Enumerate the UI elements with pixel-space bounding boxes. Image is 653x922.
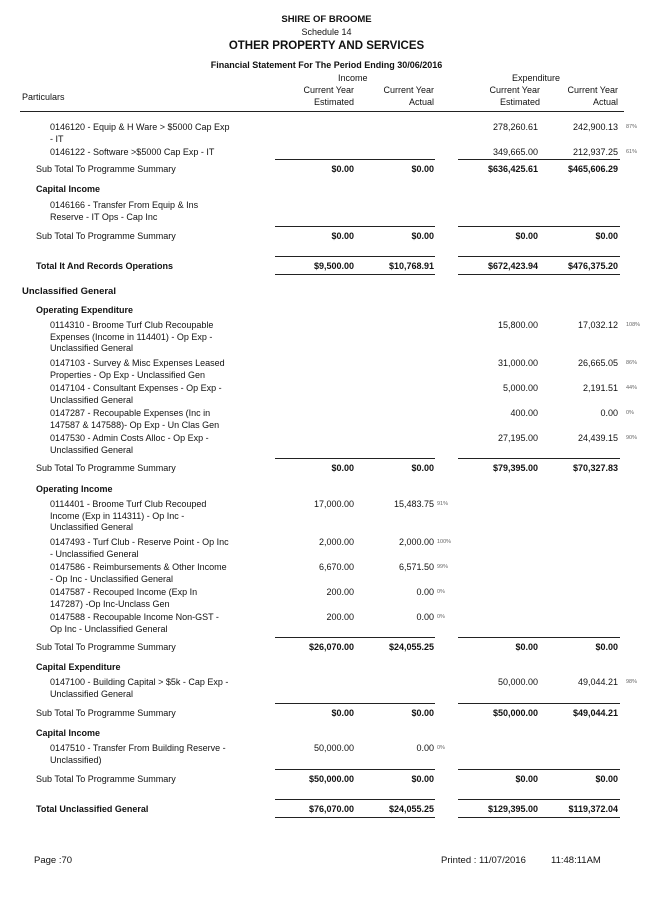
row-label: Properties - Op Exp - Unclassified Gen [50,369,206,380]
percent-ip: 91% [437,501,449,507]
value-ia: 2,000.00 [398,537,434,547]
percent-ip: 99% [437,564,449,570]
total-rule [275,226,355,227]
value-ee: $129,395.00 [487,804,538,814]
row-label: Operating Income [36,484,113,494]
value-ie: $0.00 [331,231,354,241]
value-ea: $119,372.04 [568,804,618,814]
total-rule [275,799,355,800]
percent-ip: 0% [437,745,445,751]
percent-ep: 108% [626,322,641,328]
total-underline [540,817,620,818]
value-ea: $465,606.29 [567,164,618,174]
total-rule [355,637,435,638]
total-rule [275,769,355,770]
page-number: Page :70 [34,855,73,866]
row-label: Reserve - IT Ops - Cap Inc [50,211,158,222]
value-ie: $9,500.00 [313,261,354,271]
value-ie: $0.00 [331,164,354,174]
row-label: Capital Income [36,728,101,738]
value-ie: 200.00 [326,612,354,622]
row-label: Sub Total To Programme Summary [36,774,176,784]
value-ee: 15,800.00 [497,320,538,330]
total-rule [540,637,620,638]
percent-ep: 61% [626,149,638,155]
row-label: - IT [50,133,64,144]
total-rule [540,226,620,227]
org-name: SHIRE OF BROOME [281,14,372,25]
row-label: 0146122 - Software >$5000 Cap Exp - IT [50,147,215,157]
total-underline [458,817,540,818]
value-ee: 5,000.00 [502,383,538,393]
value-ee: 400.00 [510,408,538,418]
total-rule [355,458,435,459]
row-label: 0147493 - Turf Club - Reserve Point - Op Inc [50,537,229,547]
total-rule [458,226,540,227]
row-label: 147587 & 147588)- Op Exp - Un Clas Gen [50,419,220,430]
row-label: 0147103 - Survey & Misc Expenses Leased [50,358,225,368]
income-est-header-line1: Current Year [303,85,354,95]
row-label: Operating Expenditure [36,305,134,315]
row-label: Sub Total To Programme Summary [36,231,176,241]
row-label: Unclassified General [50,522,134,532]
value-ia: $0.00 [411,164,434,174]
row-label: - Unclassified General [50,548,139,559]
exp-act-header-line2: Actual [592,97,618,107]
percent-ep: 86% [626,360,638,366]
total-rule [458,256,540,257]
total-rule [540,256,620,257]
percent-ep: 0% [626,410,634,416]
total-rule [275,458,355,459]
total-rule [275,703,355,704]
total-rule [540,799,620,800]
value-ie: 2,000.00 [318,537,354,547]
value-ee: 349,665.00 [492,147,538,157]
total-rule [355,226,435,227]
total-rule [458,637,540,638]
value-ea: $0.00 [595,774,618,784]
percent-ip: 100% [437,539,452,545]
printed-time: 11:48:11AM [551,855,601,866]
exp-est-header-line1: Current Year [489,85,540,95]
total-rule [458,458,540,459]
statement-subtitle: Financial Statement For The Period Ending 30/06/2016 [210,60,443,70]
total-rule [275,256,355,257]
row-label: - Op Inc - Unclassified General [50,573,174,584]
value-ia: $24,055.25 [388,804,434,814]
value-ia: $0.00 [411,463,434,473]
income-est-header-line2: Estimated [313,97,354,107]
row-label: Unclassified) [50,754,102,765]
total-underline [540,274,620,275]
total-rule [458,703,540,704]
total-rule [275,637,355,638]
value-ea: 17,032.12 [577,320,618,330]
total-rule [275,159,355,160]
value-ee: 278,260.61 [492,122,538,132]
value-ia: $0.00 [411,774,434,784]
total-rule [458,769,540,770]
row-label: 0147510 - Transfer From Building Reserve - [50,743,226,753]
row-label: 0147587 - Recouped Income (Exp In [50,587,198,597]
value-ea: 2,191.51 [582,383,618,393]
percent-ep: 98% [626,679,638,685]
row-label: Sub Total To Programme Summary [36,463,176,473]
row-label: Capital Income [36,184,101,194]
row-label: Op Inc - Unclassified General [50,623,168,634]
row-label: 0114401 - Broome Turf Club Recouped [50,499,207,509]
value-ea: $70,327.83 [572,463,618,473]
value-ee: 50,000.00 [497,677,538,687]
value-ea: 0.00 [600,408,618,418]
row-label: Total Unclassified General [36,804,149,814]
schedule-label: Schedule 14 [301,27,352,37]
total-underline [355,274,435,275]
value-ea: 242,900.13 [572,122,618,132]
percent-ip: 0% [437,614,445,620]
row-label: Unclassified General [50,343,134,353]
income-header: Income [338,73,368,83]
row-label: Sub Total To Programme Summary [36,164,176,174]
row-label: Sub Total To Programme Summary [36,708,176,718]
value-ie: $0.00 [331,708,354,718]
total-rule [540,159,620,160]
row-label: Income (Exp in 114311) - Op Inc - [50,510,185,521]
total-rule [355,703,435,704]
row-label: Capital Expenditure [36,662,121,672]
value-ee: $50,000.00 [492,708,538,718]
value-ie: $76,070.00 [308,804,354,814]
value-ie: 200.00 [326,587,354,597]
row-label: Unclassified General [50,444,134,455]
row-label: Unclassified General [50,688,134,699]
row-label: Sub Total To Programme Summary [36,642,176,652]
exp-act-header-line1: Current Year [567,85,618,95]
value-ia: $10,768.91 [388,261,434,271]
row-label: Unclassified General [22,286,116,297]
row-label: 147287) -Op Inc-Unclass Gen [50,598,170,609]
value-ee: $636,425.61 [487,164,538,174]
value-ee: 27,195.00 [497,433,538,443]
exp-est-header-line2: Estimated [499,97,540,107]
value-ee: $0.00 [515,642,538,652]
row-label: Unclassified General [50,394,134,405]
row-label: 0114310 - Broome Turf Club Recoupable [50,320,214,330]
value-ie: $0.00 [331,463,354,473]
total-underline [275,817,355,818]
value-ea: $0.00 [595,231,618,241]
total-rule [540,703,620,704]
total-underline [275,274,355,275]
value-ie: $50,000.00 [308,774,354,784]
row-label: Total It And Records Operations [36,261,174,271]
value-ea: $0.00 [595,642,618,652]
value-ee: $672,423.94 [487,261,538,271]
value-ie: 17,000.00 [313,499,354,509]
total-rule [355,159,435,160]
value-ie: 50,000.00 [313,743,354,753]
page-title: OTHER PROPERTY AND SERVICES [228,40,425,52]
value-ia: 6,571.50 [398,562,434,572]
value-ia: $0.00 [411,708,434,718]
row-label: 0147100 - Building Capital > $5k - Cap Exp - [50,677,229,687]
row-label: 0147586 - Reimbursements & Other Income [50,562,227,572]
value-ie: 6,670.00 [318,562,354,572]
value-ea: 49,044.21 [577,677,618,687]
value-ia: 0.00 [416,612,434,622]
percent-ip: 0% [437,589,445,595]
percent-ep: 90% [626,435,638,441]
percent-ep: 87% [626,124,638,130]
row-label: 0147104 - Consultant Expenses - Op Exp - [50,383,222,393]
row-label: 0147287 - Recoupable Expenses (Inc in [50,408,211,418]
value-ie: $26,070.00 [308,642,354,652]
value-ia: 0.00 [416,743,434,753]
row-label: 0146166 - Transfer From Equip & Ins [50,200,199,210]
expenditure-header: Expenditure [512,73,561,83]
total-rule [540,769,620,770]
total-underline [355,817,435,818]
total-underline [458,274,540,275]
total-rule [458,159,540,160]
total-rule [540,458,620,459]
row-label: 0146120 - Equip & H Ware > $5000 Cap Exp [50,122,230,132]
value-ea: $49,044.21 [572,708,618,718]
percent-ep: 44% [626,385,638,391]
particulars-header: Particulars [22,92,65,102]
value-ia: $0.00 [411,231,434,241]
income-act-header-line2: Actual [408,97,434,107]
total-rule [355,769,435,770]
value-ea: $476,375.20 [567,261,618,271]
value-ee: $0.00 [515,231,538,241]
value-ia: $24,055.25 [388,642,434,652]
value-ea: 26,665.05 [577,358,618,368]
total-rule [355,256,435,257]
value-ea: 24,439.15 [577,433,618,443]
value-ee: $0.00 [515,774,538,784]
value-ee: 31,000.00 [497,358,538,368]
row-label: 0147588 - Recoupable Income Non-GST - [50,612,219,622]
value-ea: 212,937.25 [572,147,618,157]
income-act-header-line1: Current Year [383,85,434,95]
printed-date: Printed : 11/07/2016 [441,855,526,866]
total-rule [458,799,540,800]
row-label: Expenses (Income in 114401) - Op Exp - [50,331,213,342]
value-ia: 15,483.75 [393,499,434,509]
total-rule [355,799,435,800]
row-label: 0147530 - Admin Costs Alloc - Op Exp - [50,433,209,443]
value-ee: $79,395.00 [492,463,538,473]
value-ia: 0.00 [416,587,434,597]
